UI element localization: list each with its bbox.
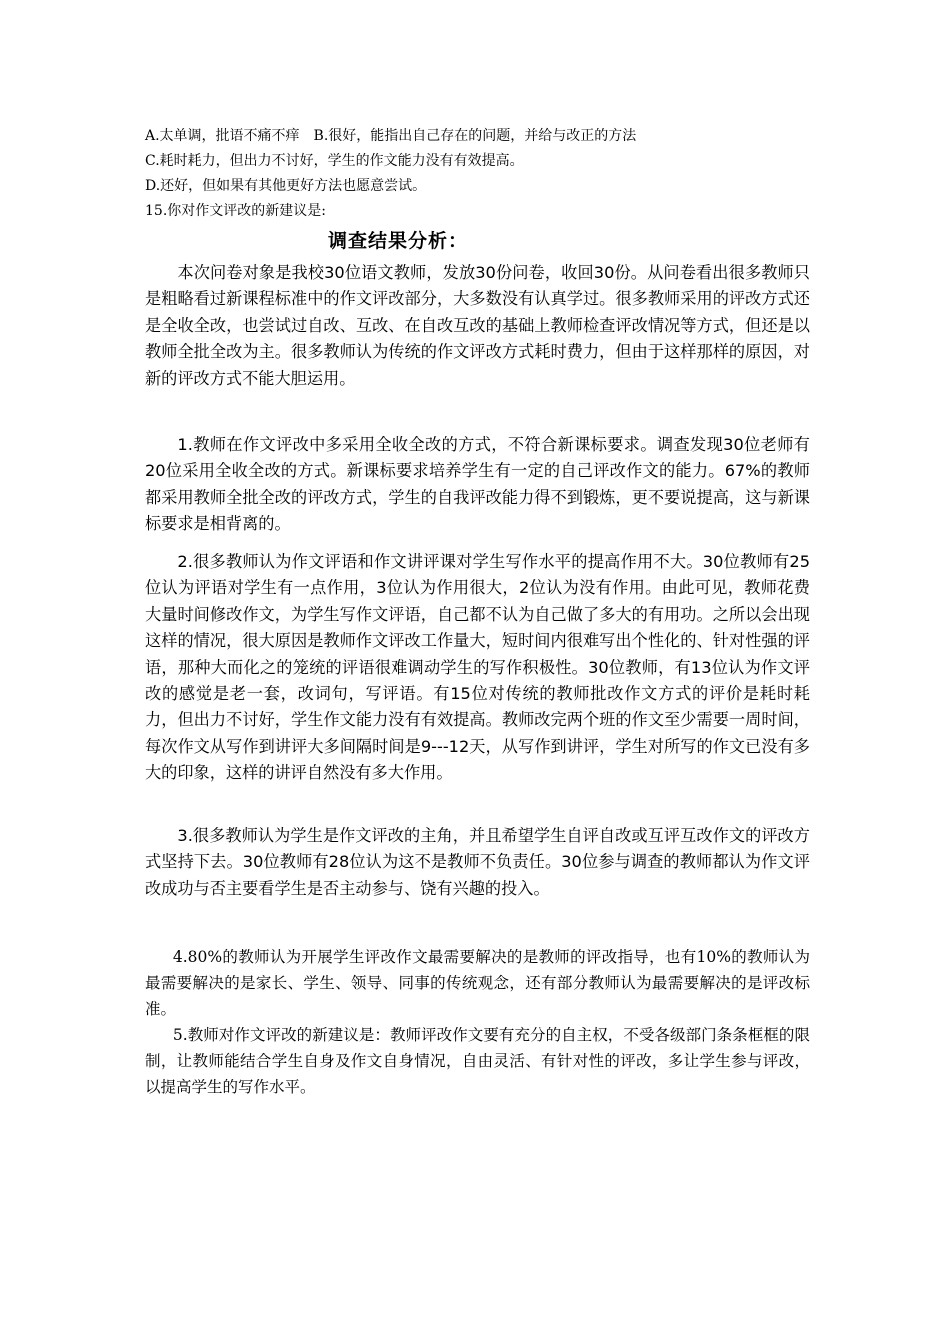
- option-line-ab: A.太单调，批语不痛不痒 B.很好，能指出自己存在的问题，并给与改正的方法: [145, 128, 637, 144]
- question-15: 15.你对作文评改的新建议是:: [145, 203, 326, 219]
- finding-3: [145, 823, 810, 902]
- intro-paragraph: [145, 260, 810, 392]
- finding-5-text: 5.教师对作文评改的新建议是：教师评改作文要有充分的自主权，不受各级部门条条框框的限制，让教师能结合学生自身及作文自身情况，自由灵活、有针对性的评改，多让学生参与评改，以提高学生的写作水平。: [145, 1026, 810, 1096]
- finding-2: [145, 549, 810, 787]
- option-line-d: D.还好，但如果有其他更好方法也愿意尝试。: [145, 178, 427, 194]
- finding-4-text: 4.80%的教师认为开展学生评改作文最需要解决的是教师的评改指导，也有10%的教师认为最需要解决的是家长、学生、领导、同事的传统观念，还有部分教师认为最需要解决的是评改标准。: [145, 948, 810, 1018]
- findings-4-5: [145, 944, 810, 1100]
- survey-options: [145, 124, 825, 224]
- finding-2-text: 2.很多教师认为作文评语和作文讲评课对学生写作水平的提高作用不大。30位教师有25位认为评语对学生有一点作用，3位认为作用很大，2位认为没有作用。由此可见，教师花费大量时间修改作文，为学生写作文评语，自己都不认为自己做了多大的有用功。之所以会出现这样的情况，很大原因是教师作文评改工作量大，短时间内很难写出个性化的、针对性强的评语，那种大而化之的笼统的评语很难调动学生的写作积极性。30位教师，有13位认为作文评改的感觉是老一套，改词句，写评语。有15位对传统的教师批改作文方式的评价是耗时耗力，但出力不讨好，学生作文能力没有有效提高。教师改完两个班的作文至少需要一周时间，每次作文从写作到讲评大多间隔时间是9---12天，从写作到讲评，学生对所写的作文已没有多大的印象，这样的讲评自然没有多大作用。: [145, 552, 810, 783]
- finding-3-text: 3.很多教师认为学生是作文评改的主角，并且希望学生自评自改或互评互改作文的评改方式坚持下去。30位教师有28位认为这不是教师不负责任。30位参与调查的教师都认为作文评改成功与否主要看学生是否主动参与、饶有兴趣的投入。: [145, 826, 810, 898]
- section-title: 调查结果分析：: [328, 230, 469, 252]
- finding-1-text: 1.教师在作文评改中多采用全收全改的方式，不符合新课标要求。调查发现30位老师有20位采用全收全改的方式。新课标要求培养学生有一定的自己评改作文的能力。67%的教师都采用教师全批全改的评改方式，学生的自我评改能力得不到锻炼，更不要说提高，这与新课标要求是相背离的。: [145, 435, 810, 534]
- option-line-c: C.耗时耗力，但出力不讨好，学生的作文能力没有有效提高。: [145, 153, 524, 169]
- finding-1: [145, 432, 810, 538]
- intro-text: 本次问卷对象是我校30位语文教师，发放30份问卷，收回30份。从问卷看出很多教师只是粗略看过新课程标准中的作文评改部分，大多数没有认真学过。很多教师采用的评改方式还是全收全改，也尝试过自改、互改、在自改互改的基础上教师检查评改情况等方式，但还是以教师全批全改为主。很多教师认为传统的作文评改方式耗时费力，但由于这样那样的原因，对新的评改方式不能大胆运用。: [145, 263, 810, 388]
